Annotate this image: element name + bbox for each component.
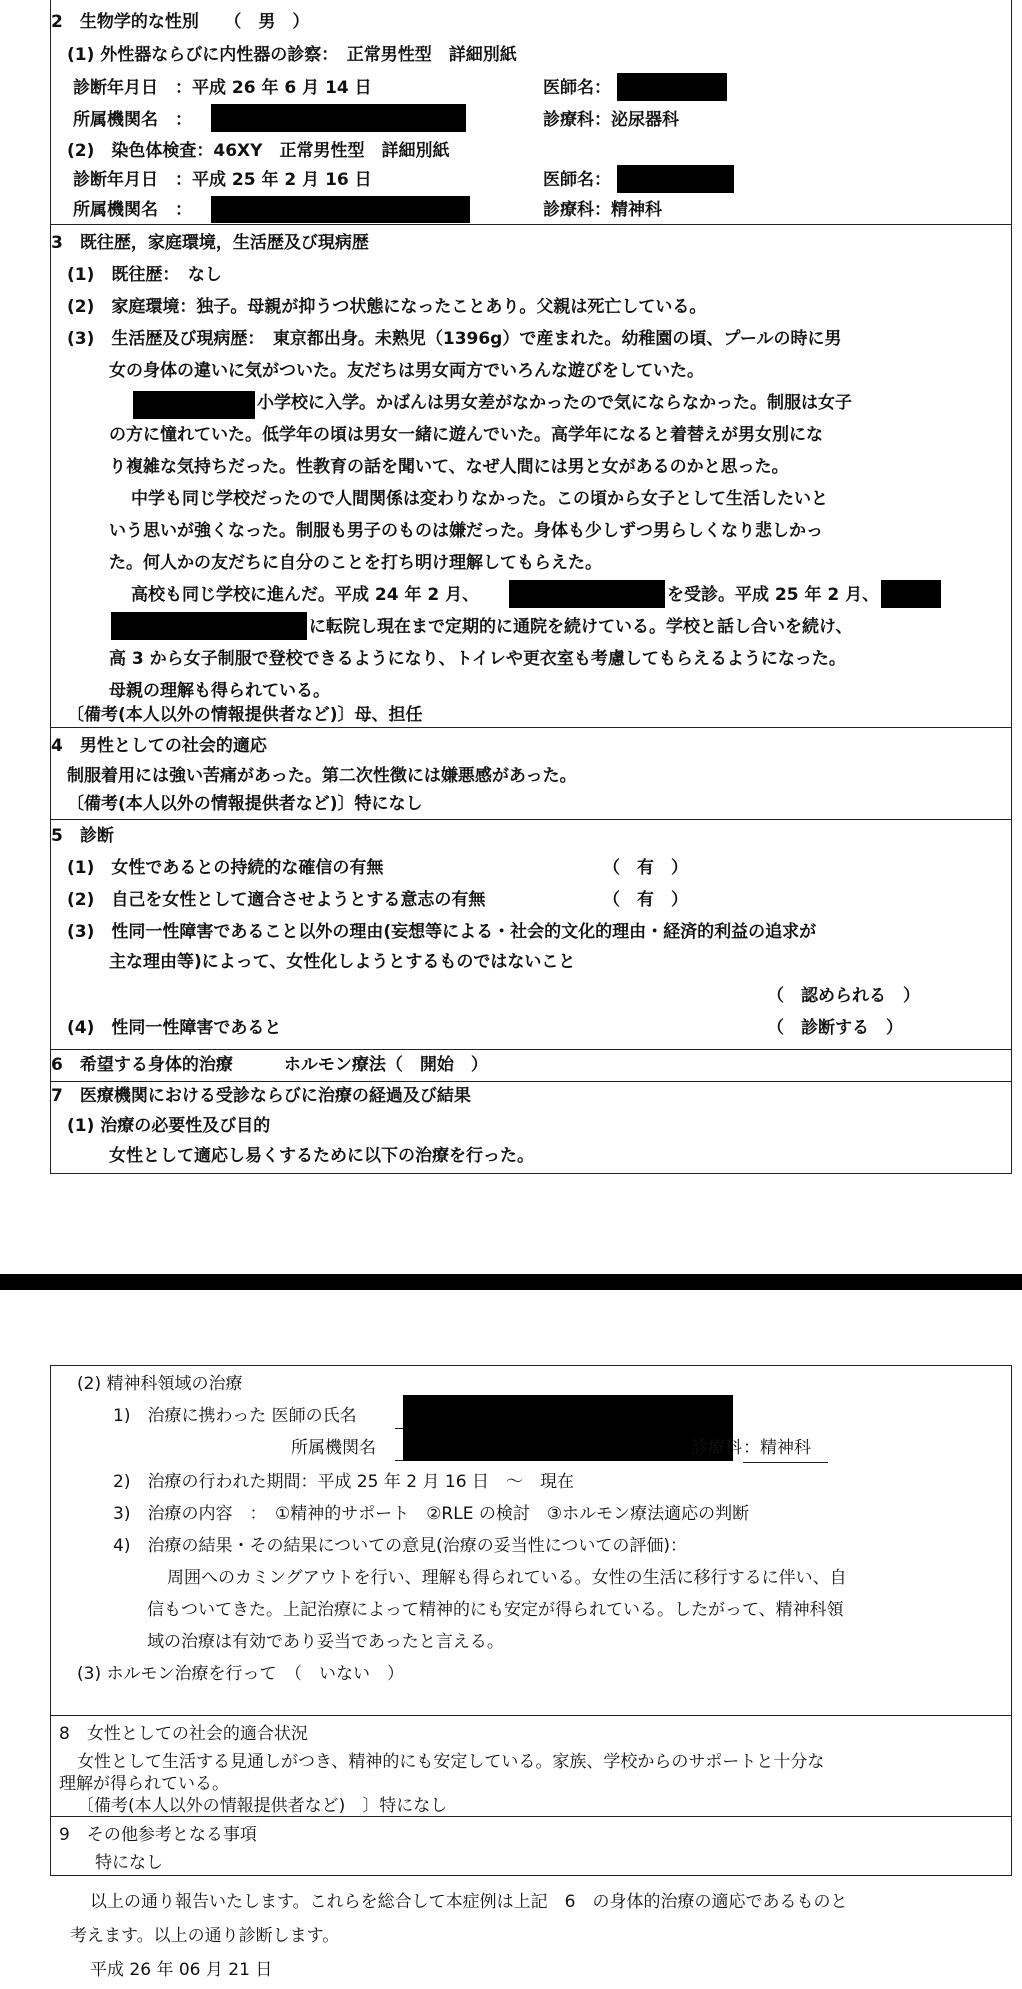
- exam1-doctor-label: 医師名：: [543, 78, 611, 98]
- high-school-line4: 母親の理解も得られている。: [109, 681, 330, 701]
- past-history: (1) 既往歴： なし: [67, 265, 222, 285]
- redacted-org-1: [211, 104, 466, 132]
- diagnosis-item-3-line1: (3) 性同一性障害であること以外の理由(妄想等による・社会的文化的理由・経済的利益の追求が: [67, 922, 817, 942]
- high-school-line1a: 高校も同じ学校に進んだ。平成 24 年 2 月、: [131, 585, 480, 605]
- redacted-doctor-1: [617, 73, 727, 101]
- elementary-line3: り複雑な気持ちだった。性教育の話を聞いて、なぜ人間には男と女があるのかと思った。: [109, 457, 789, 477]
- treatment-contents: 3) 治療の内容 ： ①精神的サポート ②RLE の検討 ③ホルモン療法適応の判断: [113, 1504, 750, 1524]
- section-7-title: 7 医療機関における受診ならびに治療の経過及び結果: [51, 1086, 471, 1106]
- doctor-name-label: 1) 治療に携わった 医師の氏名: [113, 1406, 357, 1426]
- exam2-org-label: 所属機関名 ：: [73, 200, 192, 220]
- section-female-adaptation: [51, 1716, 1011, 1817]
- section-desired-treatment: [51, 1050, 1011, 1082]
- closing-line2: 考えます。以上の通り診断します。: [70, 1926, 340, 1946]
- diagnosis-item-1-value: （ 有 ）: [603, 858, 688, 878]
- report-frame-1: [50, 0, 1012, 1174]
- treatment-period: 2) 治療の行われた期間：平成 25 年 2 月 16 日 ～ 現在: [113, 1472, 574, 1492]
- redacted-school-name: [133, 391, 255, 419]
- elementary-line1: 小学校に入学。かばんは男女差がなかったので気にならなかった。制服は女子: [257, 393, 852, 413]
- org-label: 所属機関名: [291, 1438, 376, 1458]
- section-8-title: 8 女性としての社会的適合状況: [59, 1724, 308, 1744]
- exam2-doctor-label: 医師名：: [543, 170, 611, 190]
- section-4-title: 4 男性としての社会的適応: [51, 736, 267, 756]
- junior-high-line2: いう思いが強くなった。制服も男子のものは嫌だった。身体も少しずつ男らしくなり悲しかっ: [109, 521, 823, 541]
- elementary-line2: の方に憧れていた。低学年の頃は男女一緒に遊んでいた。高学年になると着替えが男女別にな: [109, 425, 823, 445]
- treatment-result-line2: 信もついてきた。上記治療によって精神的にも安定が得られている。したがって、精神科領: [147, 1600, 844, 1620]
- history-note: 〔備考(本人以外の情報提供者など)〕母、担任: [67, 705, 423, 725]
- diagnosis-item-4-value: （ 診断する ）: [767, 1018, 903, 1038]
- junior-high-line1: 中学も同じ学校だったので人間関係は変わりなかった。この頃から女子として生活したいと: [131, 489, 828, 509]
- treatment-purpose-text: 女性として適応し易くするために以下の治療を行った。: [109, 1146, 534, 1166]
- family-environment: (2) 家庭環境：独子。母親が抑うつ状態になったことあり。父親は死亡している。: [67, 297, 707, 317]
- treatment-result-line3: 域の治療は有効であり妥当であったと言える。: [147, 1632, 504, 1652]
- redacted-org-2: [211, 196, 470, 223]
- treatment-purpose-label: (1) 治療の必要性及び目的: [67, 1116, 271, 1136]
- exam1-date: 診断年月日 ：平成 26 年 6 月 14 日: [73, 78, 372, 98]
- diagnosis-item-2: (2) 自己を女性として適合させようとする意志の有無: [67, 890, 486, 910]
- section-9-title: 9 その他参考となる事項: [59, 1825, 257, 1845]
- genital-exam: (1) 外性器ならびに内性器の診察： 正常男性型 詳細別紙: [67, 45, 517, 65]
- section-other-notes: [51, 1817, 1011, 1877]
- section-treatment-course: [51, 1082, 1011, 1174]
- high-school-line3: 高 3 から女子制服で登校できるようになり、トイレや更衣室も考慮してもらえるようになった。: [109, 649, 846, 669]
- section-diagnosis: [51, 820, 1011, 1050]
- other-notes-text: 特になし: [95, 1853, 163, 1873]
- treating-dept-value: ：精神科: [743, 1436, 828, 1463]
- male-adaptation-text: 制服着用には強い苦痛があった。第二次性徴には嫌悪感があった。: [67, 766, 577, 786]
- redacted-treating-org: [403, 1429, 733, 1461]
- section-3-title: 3 既往歴，家庭環境，生活歴及び現病歴: [51, 233, 369, 253]
- section-biological-sex: [51, 0, 1011, 225]
- section-2-title: 2 生物学的な性別 （ 男 ）: [51, 12, 310, 32]
- section-6-title: 6 希望する身体的治療 ホルモン療法（ 開始 ）: [51, 1055, 488, 1075]
- female-adaptation-line1: 女性として生活する見通しがつき、精神的にも安定している。家族、学校からのサポートと十分な: [77, 1752, 825, 1772]
- hormone-treatment-status: (3) ホルモン治療を行って （ いない ）: [77, 1664, 404, 1684]
- life-history-line1: (3) 生活歴及び現病歴： 東京都出身。未熟児（1396g）で産まれた。幼稚園の頃、プールの時に男: [67, 329, 842, 349]
- diagnosis-item-3-value: （ 認められる ）: [767, 986, 920, 1006]
- diagnosis-item-1: (1) 女性であるとの持続的な確信の有無: [67, 858, 384, 878]
- chromosome-exam: (2) 染色体検査：46XY 正常男性型 詳細別紙: [67, 141, 450, 161]
- section-psychiatric-treatment: [51, 1366, 1011, 1716]
- redacted-clinic-2a: [881, 580, 941, 608]
- redacted-treating-doctor: [403, 1395, 733, 1429]
- section-5-title: 5 診断: [51, 826, 114, 846]
- report-date: 平成 26 年 06 月 21 日: [90, 1960, 273, 1980]
- high-school-line2: に転院し現在まで定期的に通院を続けている。学校と話し合いを続け、: [309, 617, 853, 637]
- redacted-clinic-1: [509, 580, 665, 608]
- page-divider: [0, 1274, 1022, 1290]
- section-history: [51, 225, 1011, 728]
- diagnosis-item-3-line2: 主な理由等)によって、女性化しようとするものではないこと: [109, 952, 576, 972]
- redacted-clinic-2b: [111, 612, 307, 640]
- diagnosis-item-2-value: （ 有 ）: [603, 890, 688, 910]
- treatment-result-label: 4) 治療の結果・その結果についての意見(治療の妥当性についての評価)：: [113, 1536, 688, 1556]
- redacted-doctor-2: [617, 165, 734, 193]
- female-adaptation-line2: 理解が得られている。: [59, 1774, 229, 1794]
- psychiatric-title: (2) 精神科領域の治療: [77, 1374, 243, 1394]
- exam2-date: 診断年月日 ：平成 25 年 2 月 16 日: [73, 170, 372, 190]
- report-frame-2: [50, 1365, 1012, 1876]
- treatment-result-line1: 周囲へのカミングアウトを行い、理解も得られている。女性の生活に移行するに伴い、自: [167, 1568, 847, 1588]
- diagnosis-item-4: (4) 性同一性障害であると: [67, 1018, 282, 1038]
- female-adaptation-note: 〔備考(本人以外の情報提供者など) 〕特になし: [77, 1796, 448, 1816]
- high-school-line1b: を受診。平成 25 年 2 月、: [667, 585, 880, 605]
- junior-high-line3: た。何人かの友だちに自分のことを打ち明け理解してもらえた。: [109, 553, 602, 573]
- section-male-adaptation: [51, 728, 1011, 820]
- closing-line1: 以上の通り報告いたします。これらを総合して本症例は上記 6 の身体的治療の適応であるものと: [90, 1892, 848, 1912]
- report-page-2: [0, 1290, 1022, 1989]
- exam1-dept: 診療科：泌尿器科: [543, 110, 679, 130]
- treating-dept-label: 診療科: [691, 1438, 742, 1458]
- life-history-line2: 女の身体の違いに気がついた。友だちは男女両方でいろんな遊びをしていた。: [109, 361, 704, 381]
- male-adaptation-note: 〔備考(本人以外の情報提供者など)〕特になし: [67, 794, 423, 814]
- exam2-dept: 診療科：精神科: [543, 200, 662, 220]
- exam1-org-label: 所属機関名 ：: [73, 110, 192, 130]
